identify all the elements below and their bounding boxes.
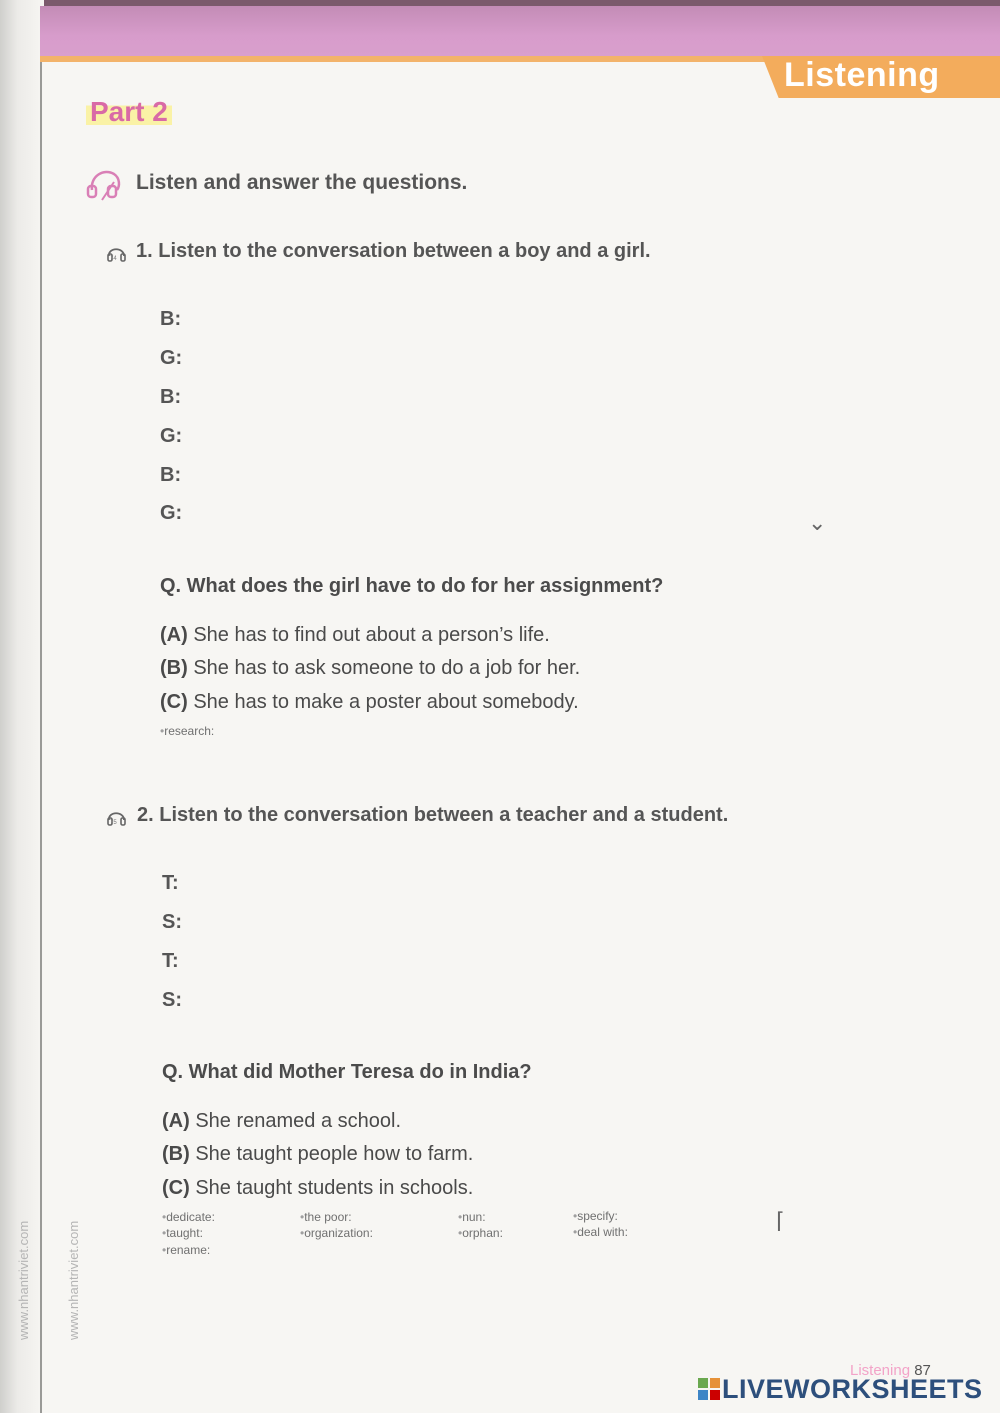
binding-line — [40, 60, 42, 1413]
speaker-label: T: — [162, 950, 179, 972]
option-letter: (C) — [160, 691, 188, 713]
vocab-item: • taught: — [162, 1226, 203, 1240]
vocab-item: • nun: — [458, 1210, 486, 1224]
speaker-label: B: — [160, 386, 182, 408]
speaker-label: G: — [160, 425, 183, 447]
speaker-label: G: — [160, 347, 183, 369]
option-letter: (A) — [160, 624, 188, 646]
vocab-item: • dedicate: — [162, 1210, 215, 1224]
answer-option[interactable] — [162, 1110, 401, 1133]
scan-mark: ⌈ — [776, 1208, 785, 1233]
vocab-item: • orphan: — [458, 1226, 503, 1240]
vocab-item: • organization: — [300, 1226, 373, 1240]
vocab-item: • rename: — [162, 1243, 210, 1257]
instruction-text: Listen and answer the questions. — [136, 171, 468, 194]
section-title: Listening — [784, 56, 940, 94]
option-text: She taught people how to farm. — [189, 1143, 474, 1165]
answer-option[interactable] — [162, 1143, 473, 1166]
speaker-label: S: — [162, 989, 182, 1011]
vocab-item: • deal with: — [573, 1225, 628, 1239]
option-text: She taught students in schools. — [189, 1177, 474, 1199]
option-text: She has to find out about a person’s life. — [187, 624, 550, 646]
answer-option[interactable] — [162, 1177, 473, 1200]
option-text: She renamed a school. — [189, 1110, 402, 1132]
question-1-prompt: Q. What does the girl have to do for her assignment? — [160, 575, 664, 597]
question-2-prompt: Q. What did Mother Teresa do in India? — [162, 1061, 532, 1083]
page-number: 87 — [914, 1362, 931, 1379]
answer-option[interactable] — [160, 624, 550, 647]
option-letter: (B) — [162, 1143, 190, 1165]
publisher-watermark: www.nhantriviet.com — [66, 1220, 81, 1340]
track-number: 74 — [110, 256, 117, 262]
liveworksheets-logo-icon — [698, 1378, 720, 1400]
scan-mark: ⌄ — [808, 510, 827, 535]
option-text: She has to ask someone to do a job for her. — [187, 657, 581, 679]
part-title: Part 2 — [86, 96, 172, 128]
answer-option[interactable] — [160, 657, 580, 680]
option-letter: (B) — [160, 657, 188, 679]
vocab-item: • specify: — [573, 1209, 618, 1223]
headphones-icon — [106, 242, 128, 266]
headphones-icon — [106, 806, 128, 830]
speaker-label: T: — [162, 872, 179, 894]
book-gutter — [0, 0, 44, 1413]
speaker-label: G: — [160, 502, 183, 524]
track-number: 75 — [110, 820, 117, 826]
option-letter: (C) — [162, 1177, 190, 1199]
vocab-item: • research: — [160, 724, 214, 738]
question-2-heading: 2. Listen to the conversation between a teacher and a student. — [137, 804, 729, 826]
option-text: She has to make a poster about somebody. — [187, 691, 579, 713]
question-1-heading: 1. Listen to the conversation between a boy and a girl. — [136, 240, 651, 262]
footer-section: Listening — [850, 1362, 911, 1379]
header-band — [40, 6, 1000, 56]
speaker-label: B: — [160, 308, 182, 330]
vocab-item: • the poor: — [300, 1210, 352, 1224]
brand-name[interactable]: LIVEWORKSHEETS — [722, 1374, 983, 1404]
option-letter: (A) — [162, 1110, 190, 1132]
headphones-pencil-icon — [84, 164, 124, 204]
speaker-label: S: — [162, 911, 182, 933]
publisher-watermark: www.nhantriviet.com — [16, 1220, 31, 1340]
answer-option[interactable] — [160, 691, 579, 714]
speaker-label: B: — [160, 464, 182, 486]
